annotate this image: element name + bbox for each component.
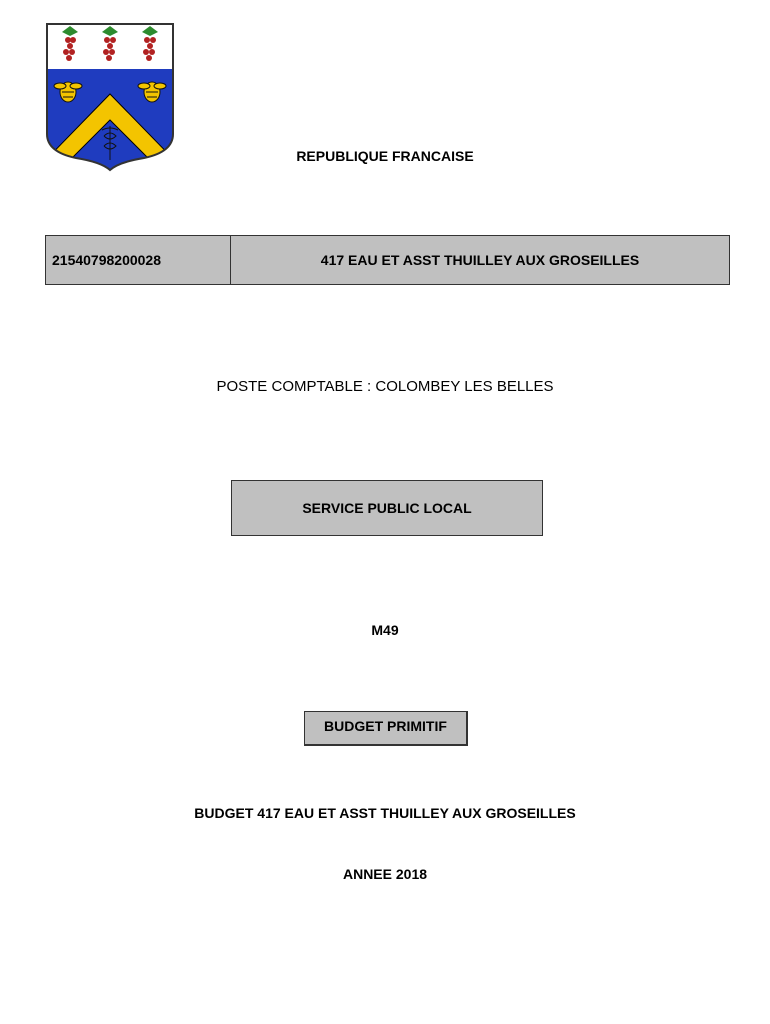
budget-year: ANNEE 2018	[342, 866, 428, 882]
poste-comptable: POSTE COMPTABLE : COLOMBEY LES BELLES	[216, 378, 554, 395]
nomenclature-code: M49	[371, 622, 399, 638]
republic-title: REPUBLIQUE FRANCAISE	[296, 148, 474, 164]
siret-number: 21540798200028	[46, 236, 231, 284]
budget-type-box: BUDGET PRIMITIF	[304, 711, 468, 746]
budget-full-title: BUDGET 417 EAU ET ASST THUILLEY AUX GROSEILLES	[194, 805, 576, 821]
identity-table	[45, 235, 730, 285]
budget-name: 417 EAU ET ASST THUILLEY AUX GROSEILLES	[320, 252, 640, 268]
service-public-local-box: SERVICE PUBLIC LOCAL	[231, 480, 543, 536]
